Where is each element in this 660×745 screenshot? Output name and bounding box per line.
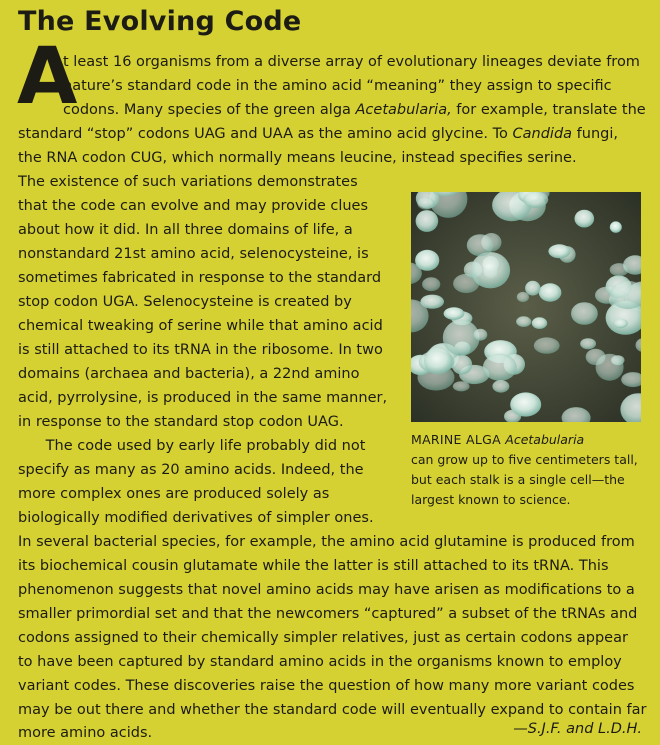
photo-caption-line: largest known to science. — [411, 492, 571, 507]
alga-cap — [580, 338, 596, 349]
text-line: is still attached to its tRNA in the ribosome. In two — [18, 342, 383, 358]
alga-cap — [610, 263, 629, 276]
text-line: in response to the standard stop codon UAG. — [18, 414, 344, 430]
text-line: chemical tweaking of serine while that amino acid — [18, 318, 383, 334]
alga-cap — [443, 320, 480, 356]
alga-cap — [467, 234, 494, 256]
sidebar-title: The Evolving Code — [18, 6, 302, 37]
alga-cap — [474, 329, 488, 341]
alga-cap — [416, 210, 439, 232]
text-line: The code used by early life probably did not — [18, 438, 366, 454]
alga-cap — [510, 392, 541, 416]
text-line: variant codes. These discoveries raise the question of how many more variant codes — [18, 678, 635, 694]
acetabularia-photo — [411, 192, 641, 422]
text-line: that the code can evolve and may provide clues — [18, 198, 369, 214]
text-line: nonstandard 21st amino acid, selenocysteine, is — [18, 246, 369, 262]
text-line: phenomenon suggests that novel amino acids may have arisen as modifications to a — [18, 582, 635, 598]
text-line: nature’s standard code in the amino acid “meaning” they assign to specific — [63, 78, 612, 94]
text-line: domains (archaea and bacteria), a 22nd amino — [18, 366, 360, 382]
text-line: may be out there and whether the standard code will eventually expand to contain far — [18, 702, 647, 718]
alga-cap — [571, 302, 598, 325]
alga-cap — [420, 295, 444, 309]
alga-cap — [422, 277, 440, 291]
author-credit: —S.J.F. and L.D.H. — [513, 721, 642, 737]
photo-caption-line: can grow up to five centimeters tall, — [411, 452, 638, 467]
alga-cap — [516, 316, 531, 327]
alga-cap — [417, 197, 434, 209]
alga-cap — [444, 307, 465, 320]
text-line: more amino acids. — [18, 725, 153, 741]
text-line: the RNA codon CUG, which normally means leucine, instead specifies serine. — [18, 150, 577, 166]
alga-cap — [548, 244, 570, 258]
alga-cap — [523, 192, 548, 208]
alga-cap — [517, 292, 529, 302]
alga-cap — [471, 252, 510, 288]
alga-cap — [453, 381, 470, 391]
text-line: to have been captured by standard amino acids in the organisms known to employ — [18, 654, 622, 670]
text-line: standard “stop” codons UAG and UAA as the amino acid glycine. To Candida fungi, — [18, 126, 618, 142]
alga-cap — [610, 221, 622, 232]
text-line: specify as many as 20 amino acids. Indeed, the — [18, 462, 364, 478]
text-line: about how it did. In all three domains of life, a — [18, 222, 353, 238]
alga-cap — [415, 250, 439, 271]
text-line: stop codon UGA. Selenocysteine is created by — [18, 294, 352, 310]
alga-cap — [613, 319, 627, 329]
alga-cap — [492, 380, 509, 393]
alga-cap — [596, 354, 624, 381]
text-line: In several bacterial species, for example, the amino acid glutamine is produced from — [18, 534, 635, 550]
text-line: biologically modified derivatives of simpler ones. — [18, 510, 374, 526]
photo-caption-label: MARINE ALGA Acetabularia — [411, 432, 585, 447]
alga-cap — [424, 347, 452, 375]
text-line: t least 16 organisms from a diverse array of evolutionary lineages deviate from — [63, 54, 640, 70]
alga-cap — [534, 337, 560, 353]
drop-cap: A — [17, 32, 78, 122]
alga-cap — [525, 281, 540, 296]
alga-cap — [452, 355, 473, 375]
alga-cap — [483, 354, 517, 381]
text-line: smaller primordial set and that the newcomers “captured” a subset of the tRNAs and — [18, 606, 638, 622]
text-line: codons. Many species of the green alga Acetabularia, for example, translate the — [63, 102, 646, 118]
text-line: codons assigned to their chemically simpler relatives, just as certain codons appear — [18, 630, 628, 646]
alga-cap — [532, 317, 547, 329]
alga-cap — [575, 210, 595, 228]
photo-caption-line: but each stalk is a single cell—the — [411, 472, 625, 487]
text-line: sometimes fabricated in response to the standard — [18, 270, 382, 286]
text-line: more complex ones are produced solely as — [18, 486, 330, 502]
text-line: The existence of such variations demonstrates — [18, 174, 358, 190]
alga-cap — [539, 283, 562, 301]
text-line: acid, pyrrolysine, is produced in the same manner, — [18, 390, 388, 406]
algae-photo-icon — [411, 192, 641, 422]
text-line: its biochemical cousin glutamate while the latter is still attached to its tRNA. This — [18, 558, 609, 574]
